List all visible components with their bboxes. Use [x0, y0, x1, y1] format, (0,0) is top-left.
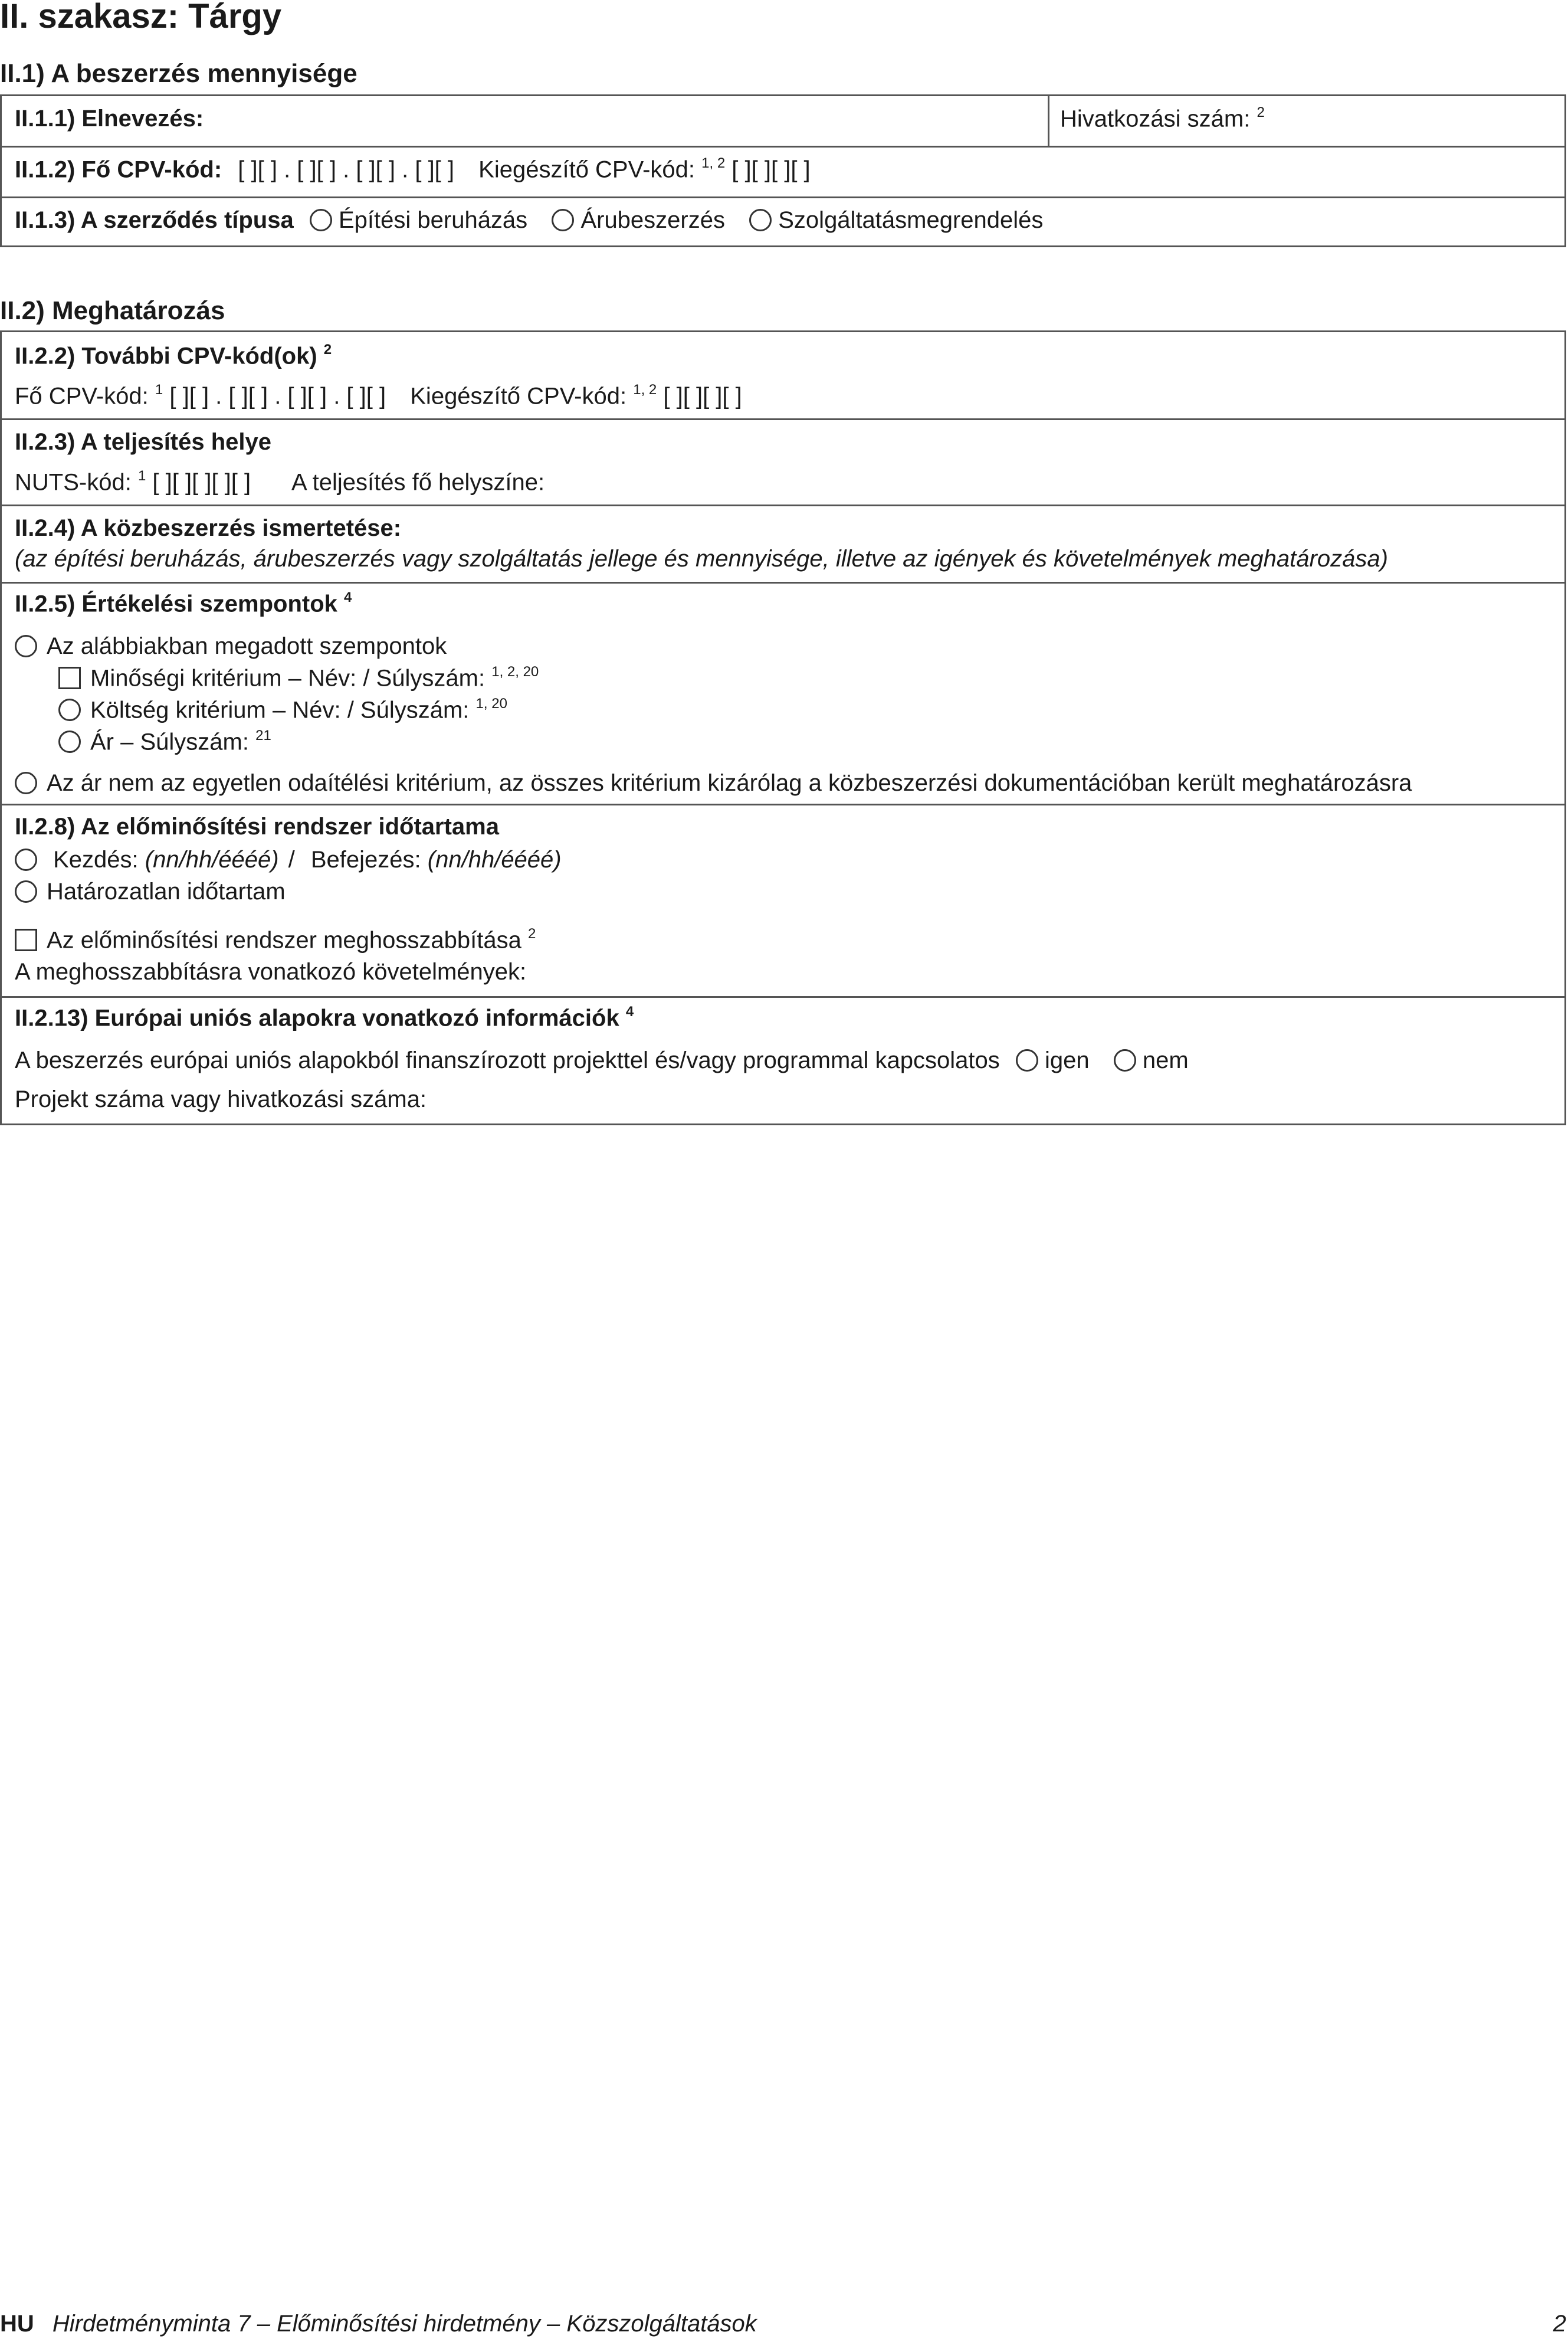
supplies-radio[interactable]	[552, 209, 574, 231]
procurement-description-note: (az építési beruházás, árubeszerzés vagy szolgáltatás jellege és mennyisége, illetve az igények és követelmények meghatározása)	[15, 546, 1388, 572]
works-radio[interactable]	[310, 209, 332, 231]
main-cpv-label: II.1.2) Fő CPV-kód:	[15, 156, 222, 183]
description-table	[0, 330, 1566, 1125]
section-heading-description: II.2) Meghatározás	[0, 296, 225, 325]
additional-main-cpv-input[interactable]: [ ][ ] . [ ][ ] . [ ][ ] . [ ][ ]	[169, 383, 386, 410]
page-number: 2	[1553, 2311, 1566, 2337]
supplementary-cpv-input[interactable]: [ ][ ][ ][ ]	[731, 156, 811, 183]
contract-type-label: II.1.3) A szerződés típusa	[15, 207, 294, 233]
eu-project-number: Projekt száma vagy hivatkozási száma:	[15, 1086, 427, 1112]
additional-supp-cpv-input[interactable]: [ ][ ][ ][ ]	[663, 383, 742, 410]
language-code: HU	[0, 2311, 34, 2337]
additional-cpv-row: Fő CPV-kód: $^1$ [ ][ ] . [ ][ ] . [ ][ ] . [ ][ ] Kiegészítő CPV-kód: $^{1, 2}$ [ ][ ][ ][ ]	[15, 382, 742, 410]
award-option-criteria: Az alábbiakban megadott szempontok	[15, 633, 447, 660]
award-criteria-title: II.2.5) Értékelési szempontok $^4$	[15, 589, 352, 617]
supplementary-cpv-label: Kiegészítő CPV-kód:	[478, 156, 696, 183]
eu-yes-radio[interactable]	[1016, 1049, 1038, 1072]
main-cpv-row: II.1.2) Fő CPV-kód: [ ][ ] . [ ][ ] . [ ][ ] . [ ][ ] Kiegészítő CPV-kód: $^{1, 2}$ [ ][ ][ ][ ]	[15, 155, 811, 183]
main-site-field[interactable]: A teljesítés fő helyszíne:	[291, 469, 545, 496]
eu-funds-title: II.2.13) Európai uniós alapokra vonatkozó információk $^4$	[15, 1004, 634, 1031]
additional-cpv-title: II.2.2) További CPV-kód(ok) $^2$	[15, 342, 332, 369]
cost-criterion: Költség kritérium – Név: / Súlyszám: $^{1, 20}$	[58, 697, 507, 723]
price-criterion: Ár – Súlyszám: $^{21}$	[58, 729, 271, 755]
quantity-table	[0, 94, 1566, 247]
services-radio[interactable]	[749, 209, 772, 231]
renewal-requirements: A meghosszabbításra vonatkozó követelmények:	[15, 959, 527, 985]
duration-dates: Kezdés: (nn/hh/éééé) / Befejezés: (nn/hh/éééé)	[15, 847, 562, 873]
nuts-code-input[interactable]: [ ][ ][ ][ ][ ]	[152, 469, 251, 496]
quality-criterion-checkbox[interactable]	[58, 667, 81, 689]
title-label: II.1.1) Elnevezés:	[15, 106, 204, 132]
cost-criterion-radio[interactable]	[58, 699, 81, 721]
eu-no-radio[interactable]	[1114, 1049, 1136, 1072]
duration-dates-radio[interactable]	[15, 849, 37, 871]
duration-indefinite: Határozatlan időtartam	[15, 879, 286, 905]
main-cpv-input[interactable]: [ ][ ] . [ ][ ] . [ ][ ] . [ ][ ]	[238, 156, 455, 183]
contract-type-row: II.1.3) A szerződés típusa Építési beruházás Árubeszerzés Szolgáltatásmegrendelés	[15, 207, 1044, 233]
renewal-checkbox[interactable]	[15, 929, 37, 951]
criteria-below-radio[interactable]	[15, 635, 37, 657]
page-title: II. szakasz: Tárgy	[0, 0, 282, 35]
renewal-option: Az előminősítési rendszer meghosszabbítása $^2$	[15, 927, 536, 954]
quality-criterion: Minőségi kritérium – Név: / Súlyszám: $^{1, 2, 20}$	[58, 665, 539, 692]
award-option-documents: Az ár nem az egyetlen odaítélési kritérium, az összes kritérium kizárólag a közbeszerzési dokumentációban került meghatározásra	[15, 770, 1412, 797]
section-heading-quantity: II.1) A beszerzés mennyisége	[0, 59, 357, 88]
page-footer	[0, 2311, 1566, 2337]
indefinite-duration-radio[interactable]	[15, 880, 37, 903]
procurement-description-title: II.2.4) A közbeszerzés ismertetése:	[15, 515, 402, 541]
eu-funds-question: A beszerzés európai uniós alapokból finanszírozott projekttel és/vagy programmal kapcsolatos igen nem	[15, 1047, 1189, 1073]
form-name: Hirdetményminta 7 – Előminősítési hirdetmény – Közszolgáltatások	[52, 2311, 757, 2337]
nuts-row: NUTS-kód: $^1$ [ ][ ][ ][ ][ ] A teljesítés fő helyszíne:	[15, 468, 545, 496]
price-radio[interactable]	[58, 731, 81, 753]
price-not-only-radio[interactable]	[15, 772, 37, 794]
duration-title: II.2.8) Az előminősítési rendszer időtartama	[15, 814, 499, 840]
reference-number-field[interactable]: Hivatkozási szám: $^2$	[1060, 104, 1265, 132]
place-of-performance-title: II.2.3) A teljesítés helye	[15, 429, 272, 455]
